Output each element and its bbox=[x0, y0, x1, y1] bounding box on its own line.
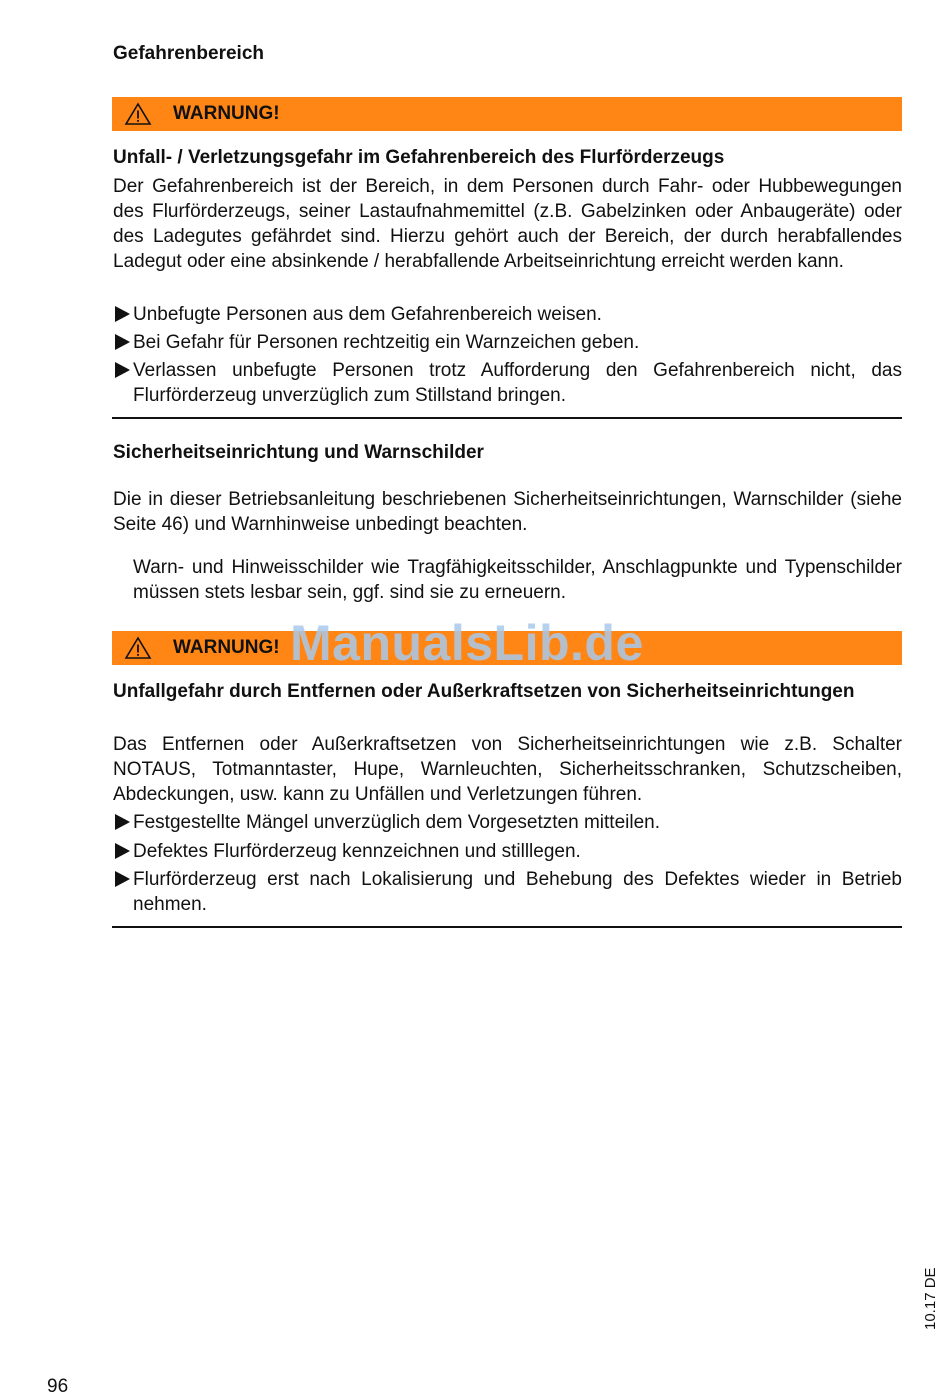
revision-label: 10.17 DE bbox=[922, 1267, 939, 1330]
page-number: 96 bbox=[47, 1376, 69, 1397]
divider bbox=[112, 926, 902, 928]
hazard-title: Unfallgefahr durch Entfernen oder Außerkraftsetzen von Sicherheitseinrichtungen bbox=[113, 681, 855, 702]
bullet-arrow-icon bbox=[115, 334, 130, 350]
warning-body-paragraph: Das Entfernen oder Außerkraftsetzen von Sicherheitseinrichtungen wie z.B. Schalter NOTAUS, Totmanntaster, Hupe, Warnleuchten, Sicherheitsschranken, Schutzscheiben, Abdeckungen, usw. kann zu Unfällen und Verletzungen führen. bbox=[113, 734, 902, 805]
body-paragraph: Der Gefahrenbereich ist der Bereich, in dem Personen durch Fahr- oder Hubbewegungen des Flurförderzeugs, seiner Lastaufnahmemittel (z.B. Gabelzinken oder Anbaugeräte) oder des Ladegutes gefährdet sind. Hierzu gehört auch der Bereich, der durch herabfallendes Ladegut oder eine absinkende / herabfallende Arbeitseinrichtung erreicht werden kann. bbox=[113, 176, 902, 272]
bullet-arrow-icon bbox=[115, 814, 130, 830]
bullet-arrow-icon bbox=[115, 362, 130, 378]
list-item: Unbefugte Personen aus dem Gefahrenbereich weisen. bbox=[113, 302, 902, 327]
note-paragraph: Warn- und Hinweisschilder wie Tragfähigkeitsschilder, Anschlagpunkte und Typenschilder müssen stets lesbar sein, ggf. sind sie zu erneuern. bbox=[133, 557, 902, 603]
bullet-arrow-icon bbox=[115, 306, 130, 322]
section-heading-gefahrenbereich: Gefahrenbereich bbox=[113, 43, 264, 64]
section-heading-sicherheitseinrichtung: Sicherheitseinrichtung und Warnschilder bbox=[113, 442, 484, 463]
body-paragraph: Die in dieser Betriebsanleitung beschriebenen Sicherheitseinrichtungen, Warnschilder (siehe Seite 46) und Warnhinweise unbedingt beachten. bbox=[113, 489, 902, 535]
list-item: Flurförderzeug erst nach Lokalisierung und Behebung des Defektes wieder in Betrieb nehmen. bbox=[113, 867, 902, 917]
list-item: Bei Gefahr für Personen rechtzeitig ein Warnzeichen geben. bbox=[113, 330, 902, 355]
divider bbox=[112, 417, 902, 419]
warning-triangle-icon bbox=[124, 636, 152, 660]
bullet-arrow-icon bbox=[115, 843, 130, 859]
bullet-arrow-icon bbox=[115, 871, 130, 887]
list-item: Defektes Flurförderzeug kennzeichnen und stilllegen. bbox=[113, 839, 902, 864]
watermark: ManualsLib.de bbox=[290, 615, 644, 671]
list-item: Festgestellte Mängel unverzüglich dem Vorgesetzten mitteilen. bbox=[113, 810, 902, 835]
warning-label: WARNUNG! bbox=[173, 103, 280, 124]
warning-triangle-icon bbox=[124, 102, 152, 126]
list-item: Verlassen unbefugte Personen trotz Aufforderung den Gefahrenbereich nicht, das Flurförderzeug unverzüglich zum Stillstand bringen. bbox=[113, 358, 902, 408]
warning-label: WARNUNG! bbox=[173, 637, 280, 658]
hazard-title: Unfall- / Verletzungsgefahr im Gefahrenbereich des Flurförderzeugs bbox=[113, 147, 725, 168]
warning-banner bbox=[112, 97, 902, 131]
